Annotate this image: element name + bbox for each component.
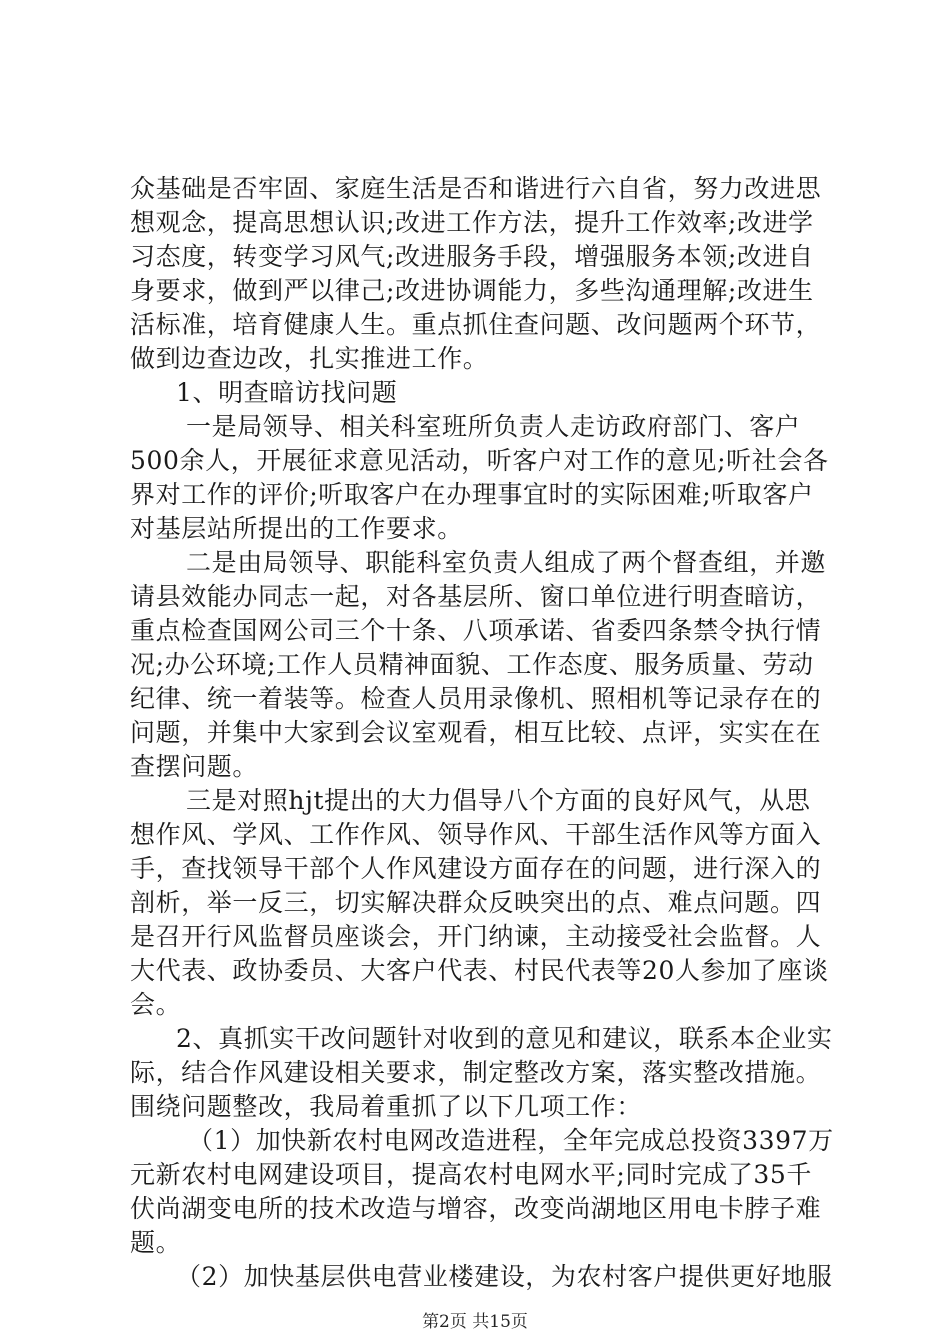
text-line: 想作风、学风、工作作风、领导作风、干部生活作风等方面入 — [130, 820, 822, 849]
text-line: 众基础是否牢固、家庭生活是否和谐进行六自省，努力改进思 — [130, 174, 822, 203]
text-line: 二是由局领导、职能科室负责人组成了两个督查组，并邀 — [186, 548, 827, 577]
text-line: 三是对照hjt提出的大力倡导八个方面的良好风气，从思 — [186, 786, 811, 815]
text-line: 问题，并集中大家到会议室观看，相互比较、点评，实实在在 — [130, 718, 822, 747]
section-heading: 1、明查暗访找问题 — [176, 378, 398, 407]
text-line: 伏尚湖变电所的技术改造与增容，改变尚湖地区用电卡脖子难 — [130, 1194, 822, 1223]
text-line: 一是局领导、相关科室班所负责人走访政府部门、客户 — [186, 412, 801, 441]
page-footer: 第2页 共15页 — [422, 1312, 528, 1332]
text-line: 重点检查国网公司三个十条、八项承诺、省委四条禁令执行情 — [130, 616, 822, 645]
text-line: 想观念，提高思想认识;改进工作方法，提升工作效率;改进学 — [130, 208, 814, 237]
text-line: 际，结合作风建设相关要求，制定整改方案，落实整改措施。 — [130, 1058, 822, 1087]
text-line: 大代表、政协委员、大客户代表、村民代表等20人参加了座谈 — [130, 956, 829, 985]
text-line: 500余人，开展征求意见活动，听客户对工作的意见;听社会各 — [130, 446, 829, 475]
section-heading: 2、真抓实干改问题针对收到的意见和建议，联系本企业实 — [176, 1024, 833, 1053]
text-line: 请县效能办同志一起，对各基层所、窗口单位进行明查暗访， — [130, 582, 822, 611]
text-line: 是召开行风监督员座谈会，开门纳谏，主动接受社会监督。人 — [130, 922, 822, 951]
text-line: 界对工作的评价;听取客户在办理事宜时的实际困难;听取客户 — [130, 480, 814, 509]
text-line: 会。 — [130, 990, 182, 1019]
text-line: 纪律、统一着装等。检查人员用录像机、照相机等记录存在的 — [130, 684, 822, 713]
text-line: 查摆问题。 — [130, 752, 259, 781]
text-line: 围绕问题整改，我局着重抓了以下几项工作： — [130, 1092, 643, 1121]
text-line: 手，查找领导干部个人作风建设方面存在的问题，进行深入的 — [130, 854, 822, 883]
text-line: 况;办公环境;工作人员精神面貌、工作态度、服务质量、劳动 — [130, 650, 814, 679]
text-line: （1）加快新农村电网改造进程，全年完成总投资3397万 — [188, 1126, 834, 1155]
text-line: 活标准，培育健康人生。重点抓住查问题、改问题两个环节， — [130, 310, 822, 339]
text-line: 元新农村电网建设项目，提高农村电网水平;同时完成了35千 — [130, 1160, 813, 1189]
text-line: （2）加快基层供电营业楼建设，为农村客户提供更好地服 — [176, 1262, 833, 1291]
text-line: 剖析，举一反三，切实解决群众反映突出的点、难点问题。四 — [130, 888, 822, 917]
text-line: 身要求，做到严以律己;改进协调能力，多些沟通理解;改进生 — [130, 276, 814, 305]
text-line: 题。 — [130, 1228, 182, 1257]
text-line: 做到边查边改，扎实推进工作。 — [130, 344, 489, 373]
text-line: 对基层站所提出的工作要求。 — [130, 514, 463, 543]
text-line: 习态度，转变学习风气;改进服务手段，增强服务本领;改进自 — [130, 242, 814, 271]
